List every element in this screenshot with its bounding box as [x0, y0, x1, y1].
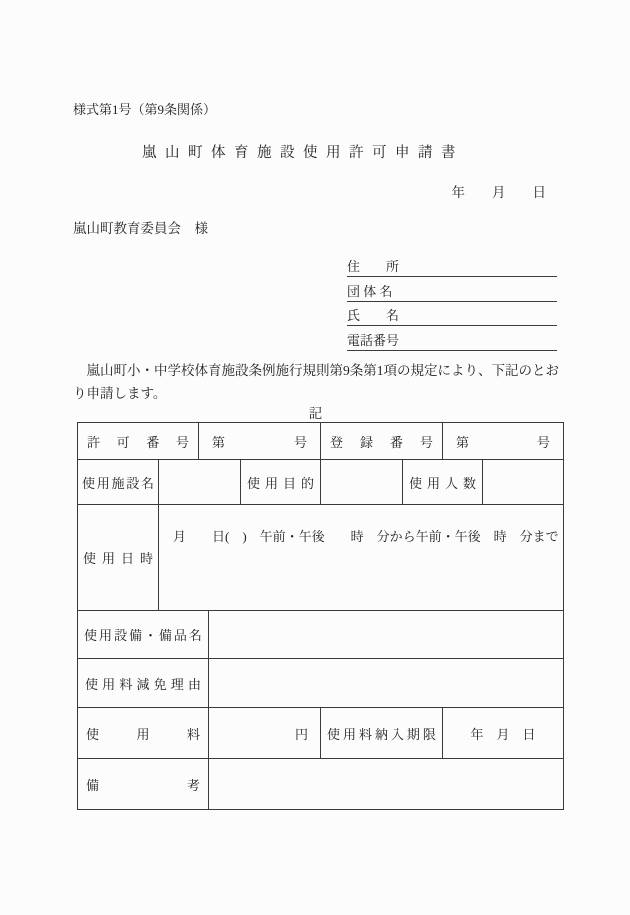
use-datetime-value-cell[interactable]	[159, 505, 563, 610]
applicant-name-field[interactable]	[347, 302, 557, 326]
fee-waiver-value-cell[interactable]	[209, 659, 563, 707]
organization-name-field[interactable]	[347, 277, 557, 301]
note-marker: 記	[308, 406, 323, 421]
fee-unit-label: 円	[294, 726, 308, 742]
permit-number-label-cell	[78, 423, 199, 459]
registration-number-suffix: 号	[536, 434, 550, 450]
fee-deadline-template: 年 月 日	[470, 726, 536, 742]
organization-name-label: 団 体 名	[347, 283, 393, 299]
equipment-label-cell	[78, 611, 209, 658]
applicant-info-block	[347, 253, 557, 351]
table-row-facility	[78, 460, 563, 505]
use-datetime-label: 使 用 日 時	[83, 551, 153, 566]
remarks-label: 備 考	[86, 777, 200, 793]
people-count-value-cell[interactable]	[483, 460, 563, 504]
fee-label: 使 用 料	[86, 726, 200, 742]
applicant-name-label: 氏 名	[347, 308, 400, 324]
body-paragraph	[73, 359, 560, 405]
equipment-value-cell[interactable]	[209, 611, 563, 658]
table-row-remarks	[78, 759, 563, 809]
table-row-datetime	[78, 505, 563, 611]
table-row-equipment	[78, 611, 563, 659]
use-datetime-label-cell	[78, 505, 159, 610]
purpose-value-cell[interactable]	[321, 460, 403, 504]
use-datetime-template: 月 日( ) 午前・午後 時 分から午前・午後 時 分まで	[173, 529, 559, 544]
registration-number-label: 登 録 番 号	[330, 434, 433, 450]
permit-number-value-cell[interactable]	[199, 423, 321, 459]
document-title: 嵐山町体育施設使用許可申請書	[142, 145, 464, 161]
permit-number-prefix: 第	[212, 434, 226, 450]
fee-label-cell	[78, 708, 209, 758]
body-paragraph-line-2: り申請します。	[73, 386, 167, 401]
purpose-label: 使 用 目 的	[247, 475, 314, 491]
table-row-fee	[78, 708, 563, 759]
addressee: 嵐山町教育委員会 様	[73, 221, 208, 236]
remarks-value-cell[interactable]	[209, 759, 563, 809]
people-count-label: 使 用 人 数	[409, 475, 476, 491]
registration-number-label-cell	[321, 423, 443, 459]
application-table	[77, 422, 564, 810]
address-label: 住 所	[347, 259, 400, 275]
permit-number-label: 許 可 番 号	[87, 434, 189, 450]
facility-name-label: 使 用 施 設 名	[82, 475, 154, 491]
address-field[interactable]	[347, 253, 557, 277]
facility-name-value-cell[interactable]	[159, 460, 241, 504]
phone-number-field[interactable]	[347, 326, 557, 350]
fee-waiver-label: 使 用 料 減 免 理 由	[85, 676, 201, 692]
permit-number-suffix: 号	[293, 434, 307, 450]
table-row-numbers	[78, 423, 563, 460]
people-count-label-cell	[403, 460, 483, 504]
fee-deadline-label-cell	[321, 708, 443, 758]
phone-number-label: 電話番号	[347, 332, 400, 348]
date-line: 年 月 日	[451, 185, 546, 200]
fee-amount-value-cell[interactable]	[209, 708, 321, 758]
equipment-label: 使 用 設 備 ・ 備 品 名	[84, 628, 202, 643]
registration-number-prefix: 第	[456, 434, 470, 450]
remarks-label-cell	[78, 759, 209, 809]
fee-waiver-label-cell	[78, 659, 209, 707]
fee-deadline-value-cell[interactable]	[443, 708, 563, 758]
registration-number-value-cell[interactable]	[443, 423, 563, 459]
purpose-label-cell	[241, 460, 321, 504]
facility-name-label-cell	[78, 460, 159, 504]
fee-deadline-label: 使 用 料 納 入 期 限	[327, 726, 436, 742]
table-row-fee-waiver	[78, 659, 563, 708]
body-paragraph-line-1: 嵐山町小・中学校体育施設条例施行規則第9条第1項の規定により、下記のとお	[73, 363, 559, 378]
form-number: 様式第1号（第9条関係）	[73, 102, 217, 117]
